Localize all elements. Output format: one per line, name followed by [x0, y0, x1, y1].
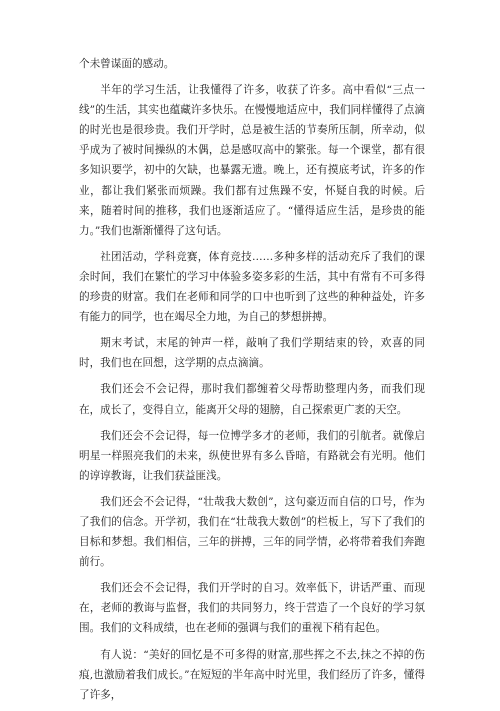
paragraph: 期末考试，末尾的钟声一样，敲响了我们学期结束的铃，欢喜的同时，我们也在回想，这学期的点点滴滴。: [79, 337, 425, 370]
paragraph: 我们还会不会记得，那时我们都缠着父母帮助整理内务，而我们现在，成长了，变得自立，能离开父母的翅膀，自己探索更广袤的天空。: [79, 383, 425, 416]
paragraph: 我们还会不会记得，“壮哉我大数创”，这句豪迈而自信的口号，作为了我们的信念。开学初，我们在“壮哉我大数创”的栏板上，写下了我们的目标和梦想。我们相信，三年的拼搏，三年的同学情，必将带着我们奔跑前行。: [79, 495, 425, 569]
paragraph: 我们还会不会记得，每一位博学多才的老师，我们的引航者。就像启明星一样照亮我们的未来，纵使世界有多么昏暗，有路就会有光明。他们的谆谆教诲，让我们获益匪浅。: [79, 429, 425, 482]
document-body: [79, 54, 425, 711]
paragraph: 社团活动，学科竞赛，体育竞技……多种多样的活动充斥了我们的课余时间，我们在繁忙的学习中体验多姿多彩的生活，其中有常有不可多得的珍贵的财富。我们在老师和同学的口中也听到了这些的种种益处，许多有能力的同学，也在竭尽全力地，为自己的梦想拼搏。: [79, 250, 425, 324]
paragraph: 半年的学习生活，让我懂得了许多，收获了许多。高中看似“三点一线”的生活，其实也蕴藏许多快乐。在慢慢地适应中，我们同样懂得了点滴的时光也是很珍贵。我们开学时，总是被生活的节奏所压制，所幸动，似乎成为了被时间操纵的木偶，总是感叹高中的繁张。每一个课堂，都有很多知识要学，初中的欠缺，也暴露无遗。晚上，还有摸底考试，许多的作业，都让我们紧张而烦躁。我们都有过焦躁不安，怀疑自我的时候。后来，随着时间的推移，我们也逐渐适应了。“懂得适应生活，是珍贵的能力。”我们也渐渐懂得了这句话。: [79, 84, 425, 237]
paragraph: 个未曾谋面的感动。: [79, 58, 175, 70]
paragraph: 我们还会不会记得，我们开学时的自习。效率低下，讲话严重、而现在，老师的教诲与监督，我们的共同努力，终于营造了一个良好的学习氛围。我们的文科成绩，也在老师的强调与我们的重视下稍有起色。: [79, 582, 425, 635]
paragraph: 有人说：“美好的回忆是不可多得的财富,那些挥之不去,抹之不掉的伤痕,也激励着我们成长。”在短短的半年高中时光里，我们经历了许多，懂得了许多，: [79, 648, 425, 701]
